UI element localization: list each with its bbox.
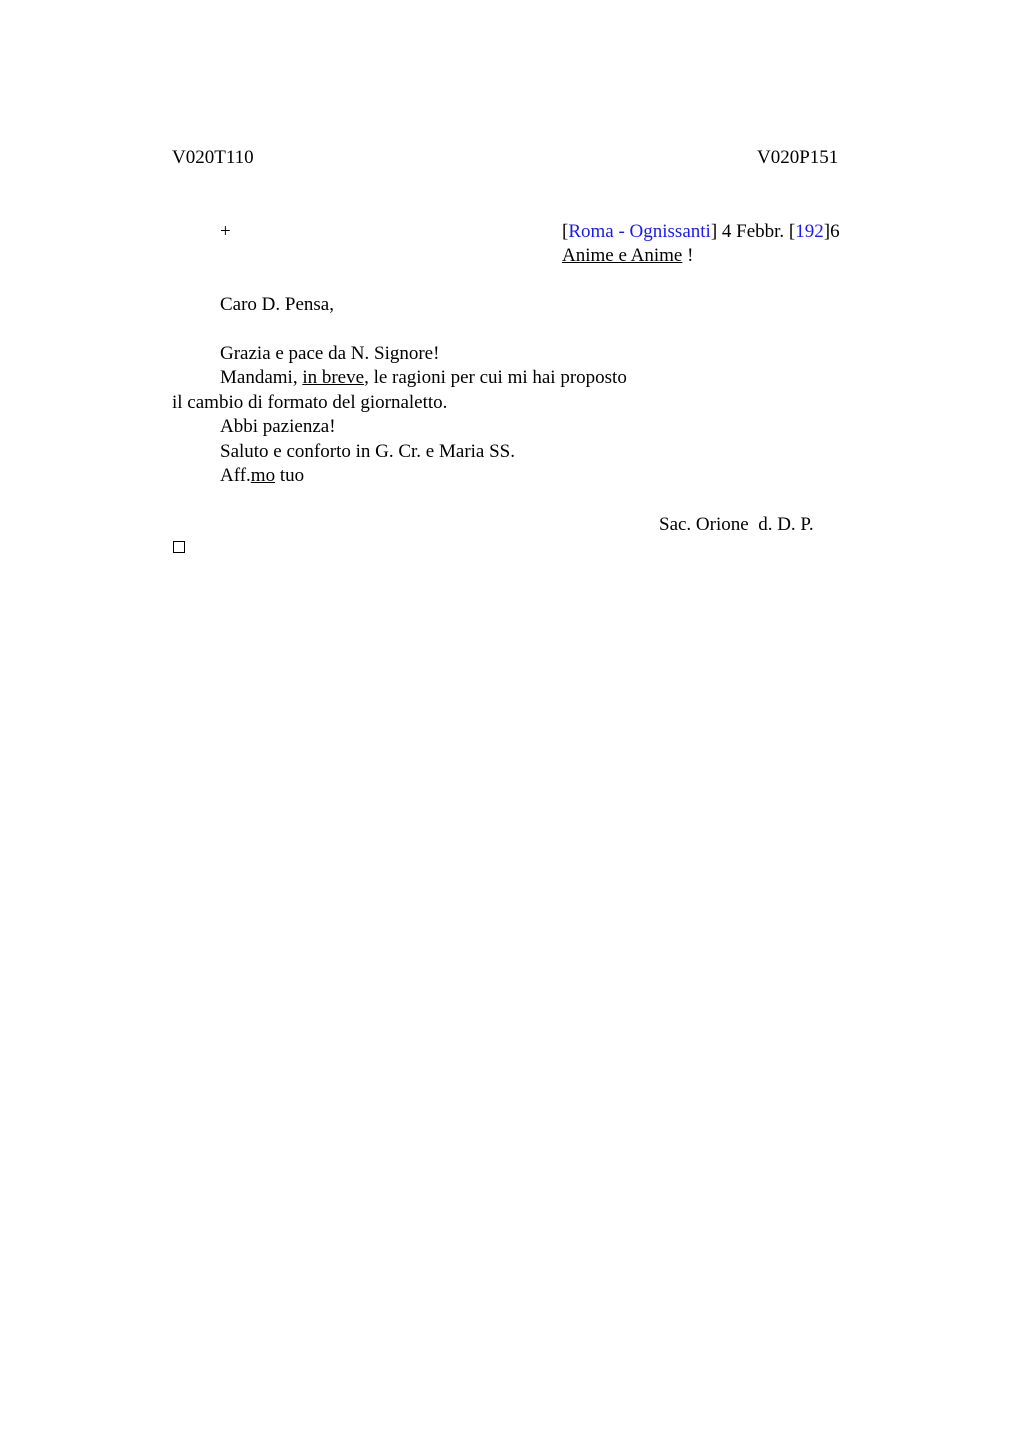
body-line-1-start: Mandami,	[220, 367, 303, 388]
document-code-right: V020P151	[757, 147, 839, 168]
motto-suffix: !	[682, 245, 694, 266]
date-line	[562, 220, 840, 244]
motto: Anime e Anime	[562, 245, 683, 266]
closing	[220, 464, 304, 488]
body-line-3: Abbi pazienza!	[220, 416, 336, 437]
salutation: Caro D. Pensa,	[220, 294, 334, 315]
checkbox-square-icon	[173, 541, 185, 553]
greeting: Grazia e pace da N. Signore!	[220, 343, 440, 364]
body-line-1	[220, 366, 627, 390]
body-line-1-end: , le ragioni per cui mi hai proposto	[364, 367, 627, 388]
document-code-left: V020T110	[172, 147, 254, 168]
signature: Sac. Orione d. D. P.	[659, 514, 814, 535]
body-line-2: il cambio di formato del giornaletto.	[172, 392, 448, 413]
closing-underlined: mo	[250, 465, 276, 486]
date-place: Roma - Ognissanti	[568, 221, 711, 242]
date-year-end: ]6	[823, 221, 840, 242]
date-bracket-open: [	[562, 221, 569, 242]
body-line-1-underlined: in breve	[302, 367, 365, 388]
closing-start: Aff.	[220, 465, 251, 486]
closing-end: tuo	[275, 465, 305, 486]
date-year-part: 192	[795, 221, 824, 242]
motto-line	[562, 244, 693, 268]
cross-symbol: +	[220, 221, 231, 242]
date-rest: ] 4 Febbr. [	[710, 221, 796, 242]
body-line-4: Saluto e conforto in G. Cr. e Maria SS.	[220, 441, 515, 462]
